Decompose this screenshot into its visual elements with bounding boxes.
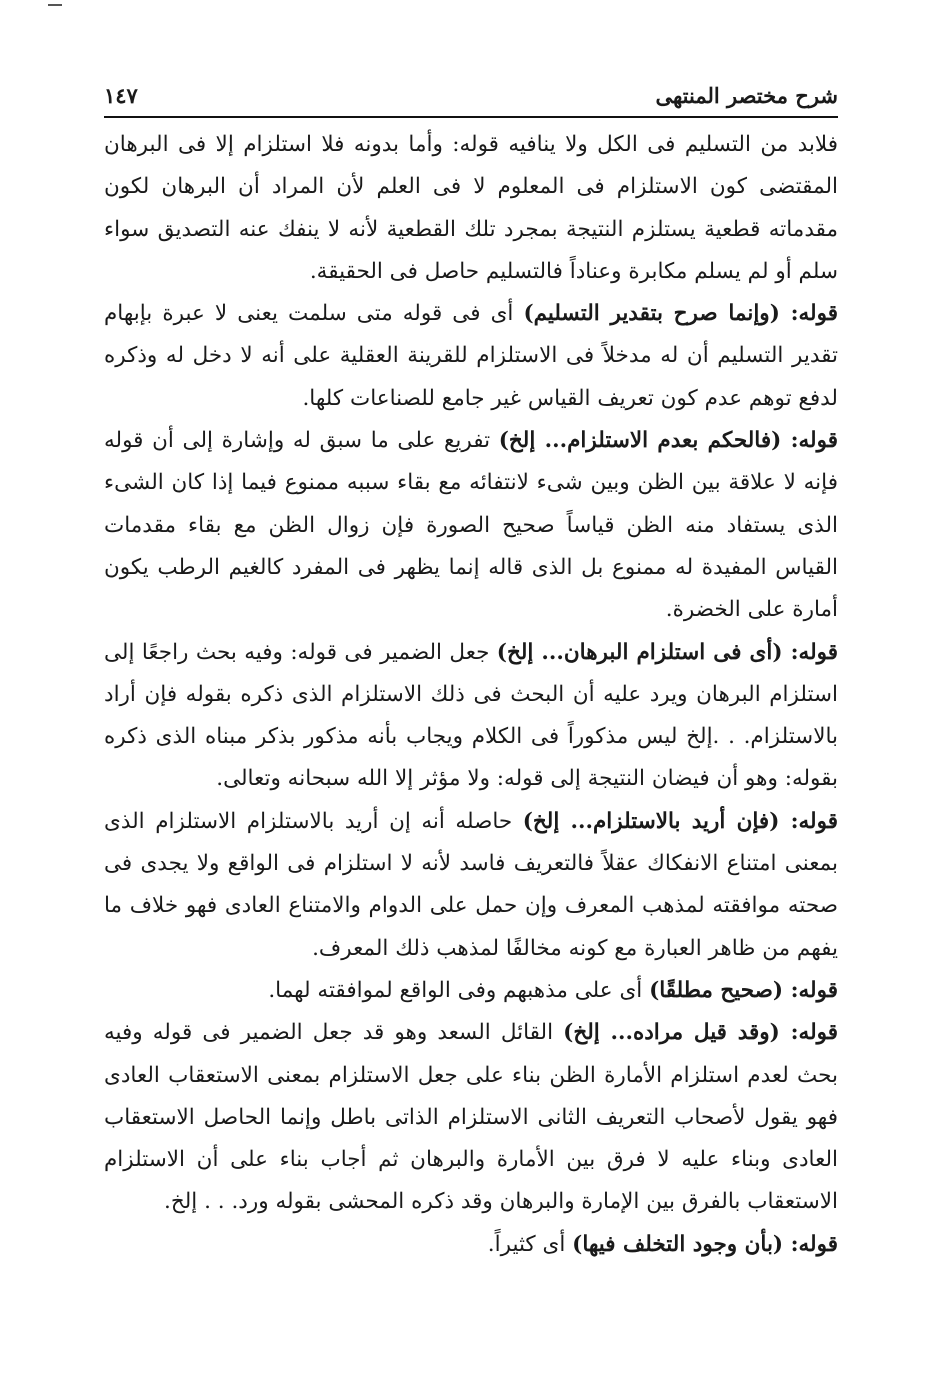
paragraph (104, 1012, 838, 1223)
paragraph (104, 124, 838, 293)
paragraph (104, 293, 838, 420)
running-header (104, 78, 838, 112)
page-number: ١٤٧ (104, 82, 138, 108)
paragraph (104, 801, 838, 970)
paragraph-lead: قوله: (781, 428, 838, 454)
quoted-reference: (وقد قيل مراده... إلخ) (563, 1020, 780, 1046)
scan-mark (48, 4, 62, 6)
paragraph-lead: قوله: (779, 808, 838, 834)
paragraph (104, 1224, 838, 1266)
paragraph-text: القائل السعد وهو قد جعل الضمير فى قوله وفيه بحث لعدم استلزام الأمارة الظن بناء على جعل الاستلزام بمعنى الاستعقاب العادى فهو يقول لأصحاب التعريف الثانى الاستلزام الذاتى باطل وإنما الحاصل الاستعقاب العادى وبناء عليه لا فرق بين الأمارة والبرهان ثم أجاب بناء على أن الاستلزام الاستعقاب بالفرق بين الإمارة والبرهان وقد ذكره المحشى بقوله ورد. . . إلخ. (104, 1020, 838, 1215)
book-title: شرح مختصر المنتهى (655, 82, 838, 108)
quoted-reference: (وإنما صرح بتقدير التسليم) (523, 301, 780, 327)
paragraph-lead: قوله: (783, 977, 838, 1003)
paragraph-text: أى على مذهبهم وفى الواقع لموافقته لهما. (268, 977, 650, 1003)
quoted-reference: (بأن وجود التخلف فيها) (572, 1231, 784, 1257)
paragraph-text: فلابد من التسليم فى الكل ولا ينافيه قوله: وأما بدونه فلا استلزام إلا فى البرهان المقتضى كون الاستلزام فى المعلوم لا فى العلم لأن المراد أن البرهان لكون مقدماته قطعية يستلزم النتيجة بمجرد تلك القطعية لأنه لا ينفك عنه التصديق سواء سلم أو لم يسلم مكابرة وعناداً فالتسليم حاصل فى الحقيقة. (104, 132, 838, 284)
paragraph-lead: قوله: (779, 1020, 839, 1046)
paragraph-text: حاصله أنه إن أريد بالاستلزام الاستلزام الذى بمعنى امتناع الانفكاك عقلاً فالتعريف فاسد لأنه لا استلزام فى الواقع ولا يجدى فى صحته موافقته لمذهب المعرف وإن حمل على الدوام والامتناع العادى فهو خلاف ما يفهم من ظاهر العبارة مع كونه مخالفًا لمذهب ذلك المعرف. (104, 808, 838, 961)
body-text (104, 124, 838, 1266)
paragraph-lead: قوله: (783, 1231, 838, 1257)
paragraph-lead: قوله: (782, 639, 839, 665)
quoted-reference: (صحيح مطلقًا) (649, 977, 784, 1003)
paragraph-lead: قوله: (779, 301, 838, 327)
paragraph-text: جعل الضمير فى قوله: وفيه بحث راجعًا إلى استلزام البرهان ويرد عليه أن البحث فى ذلك الاستلزام الذى ذكره بقوله فإن أراد بالاستلزام. . .إلخ ليس مذكوراً فى الكلام ويجاب بأنه مذكور بذكر مبناه الذى ذكره بقوله: وهو أن فيضان النتيجة إلى قوله: ولا مؤثر إلا الله سبحانه وتعالى. (104, 639, 838, 792)
paragraph (104, 632, 838, 801)
quoted-reference: (فالحكم بعدم الاستلزام... إلخ) (498, 428, 782, 454)
quoted-reference: (أى فى استلزام البرهان... إلخ) (496, 639, 783, 665)
quoted-reference: (فإن أريد بالاستلزام... إلخ) (522, 808, 780, 834)
paragraph-text: أى كثيراً. (487, 1231, 573, 1257)
paragraph (104, 420, 838, 631)
header-rule (104, 116, 838, 118)
paragraph-text: أى فى قوله متى سلمت يعنى لا عبرة بإبهام تقدير التسليم أن له مدخلاً فى الاستلزام للقرينة العقلية على أنه لا دخل له وذكره لدفع توهم عدم كون تعريف القياس غير جامع للصناعات كلها. (104, 301, 838, 411)
paragraph-text: تفريع على ما سبق له وإشارة إلى أن قوله فإنه لا علاقة بين الظن وبين شىء لانتفائه مع بقاء سببه ممنوع فيما إذا كان الشىء الذى يستفاد منه الظن قياساً صحيح الصورة فإن زوال الظن مع بقاء مقدمات القياس المفيدة له ممنوع بل الذى قاله إنما يظهر فى المفرد كالغيم الرطب يكون أمارة على الخضرة. (104, 428, 838, 623)
paragraph (104, 970, 838, 1012)
